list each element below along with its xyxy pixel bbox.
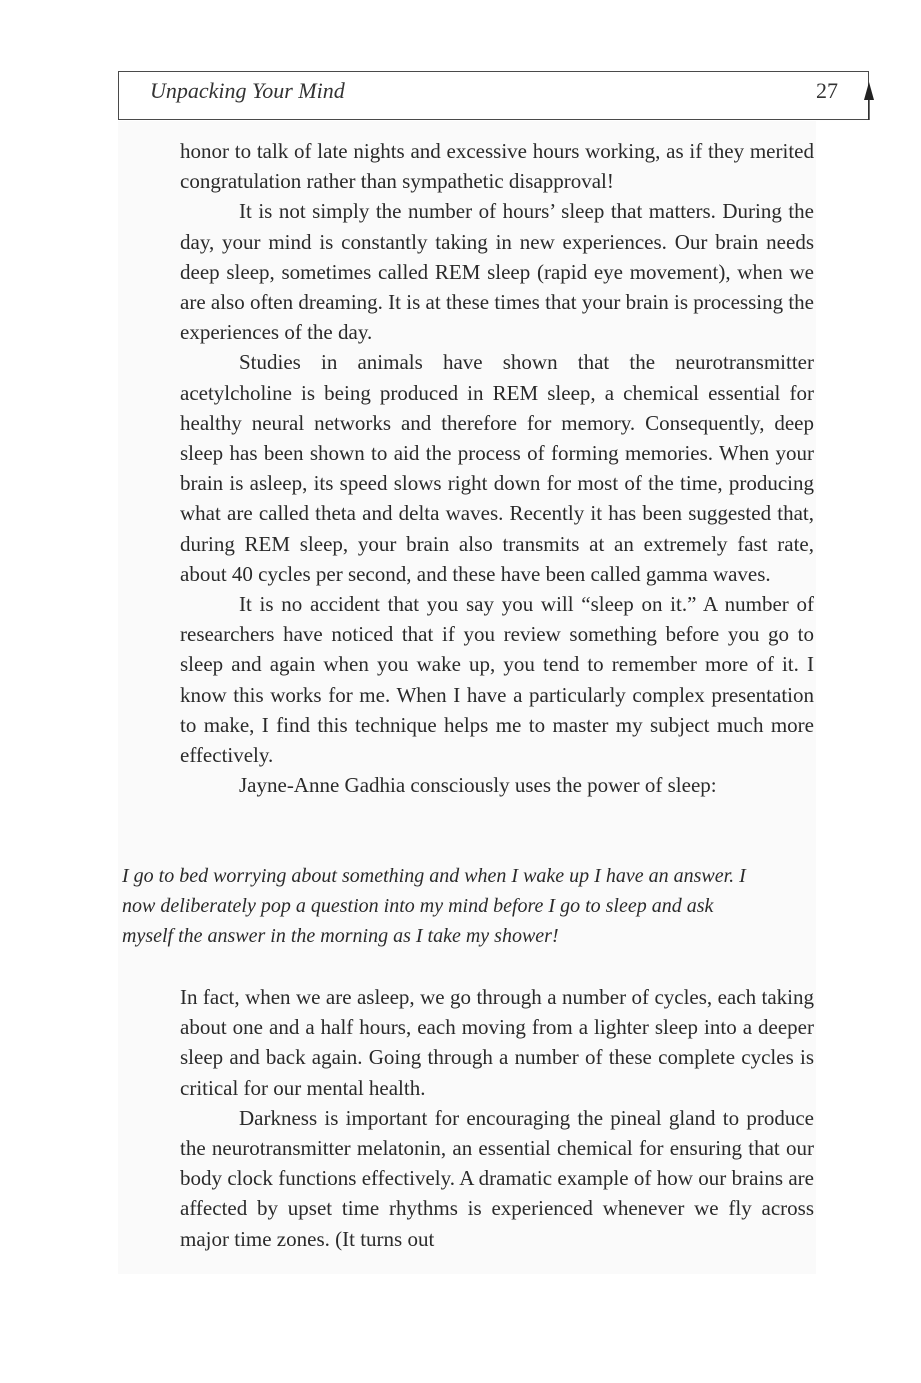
- paragraph-hours-sleep: It is not simply the number of hours’ sleep that matters. During the day, your mind is constantly taking in new experiences. Our brain needs deep sleep, sometimes called REM sleep (rapid eye movement), when we are also often dreaming. It is at these times that your brain is processing the experiences of the day.: [180, 199, 814, 345]
- corner-arrow-icon: [862, 82, 876, 122]
- body-text-bottom: [180, 982, 814, 1254]
- running-head: [118, 71, 869, 120]
- page-number: 27: [816, 78, 838, 103]
- paragraph-quote-intro: Jayne-Anne Gadhia consciously uses the power of sleep:: [239, 773, 717, 798]
- paragraph-sleep-cycles: In fact, when we are asleep, we go through a number of cycles, each taking about one and a half hours, each moving from a lighter sleep into a deeper sleep and back again. Going through a number of these complete cycles is critical for our mental health.: [180, 985, 814, 1100]
- paragraph-continuation: honor to talk of late nights and excessive hours working, as if they merited congratulation rather than sympathetic disapproval!: [180, 139, 814, 194]
- body-text-top: [180, 136, 814, 800]
- block-quote: I go to bed worrying about something and when I wake up I have an answer. I now deliberately pop a question into my mind before I go to sleep and ask myself the answer in the morning as I take my shower!: [122, 865, 746, 947]
- paragraph-sleep-on-it: It is no accident that you say you will “sleep on it.” A number of researchers have noticed that if you review something before you go to sleep and again when you wake up, you tend to remember more of it. I know this works for me. When I have a particularly complex presentation to make, I find this technique helps me to master my subject much more effectively.: [180, 592, 814, 768]
- running-title: Unpacking Your Mind: [150, 78, 345, 103]
- paragraph-studies-animals: Studies in animals have shown that the neurotransmitter acetylcholine is being produced in REM sleep, a chemical essential for healthy neural networks and therefore for memory. Consequently, deep sleep has been shown to aid the process of forming memories. When your brain is asleep, its speed slows right down for most of the time, producing what are called theta and delta waves. Recently it has been suggested that, during REM sleep, your brain also transmits at an extremely fast rate, about 40 cycles per second, and these have been called gamma waves.: [180, 350, 814, 586]
- paragraph-darkness: Darkness is important for encouraging the pineal gland to produce the neurotransmitter melatonin, an essential chemical for ensuring that our body clock functions effectively. A dramatic example of how our brains are affected by upset time rhythms is experienced whenever we fly across major time zones. (It turns out: [180, 1105, 814, 1251]
